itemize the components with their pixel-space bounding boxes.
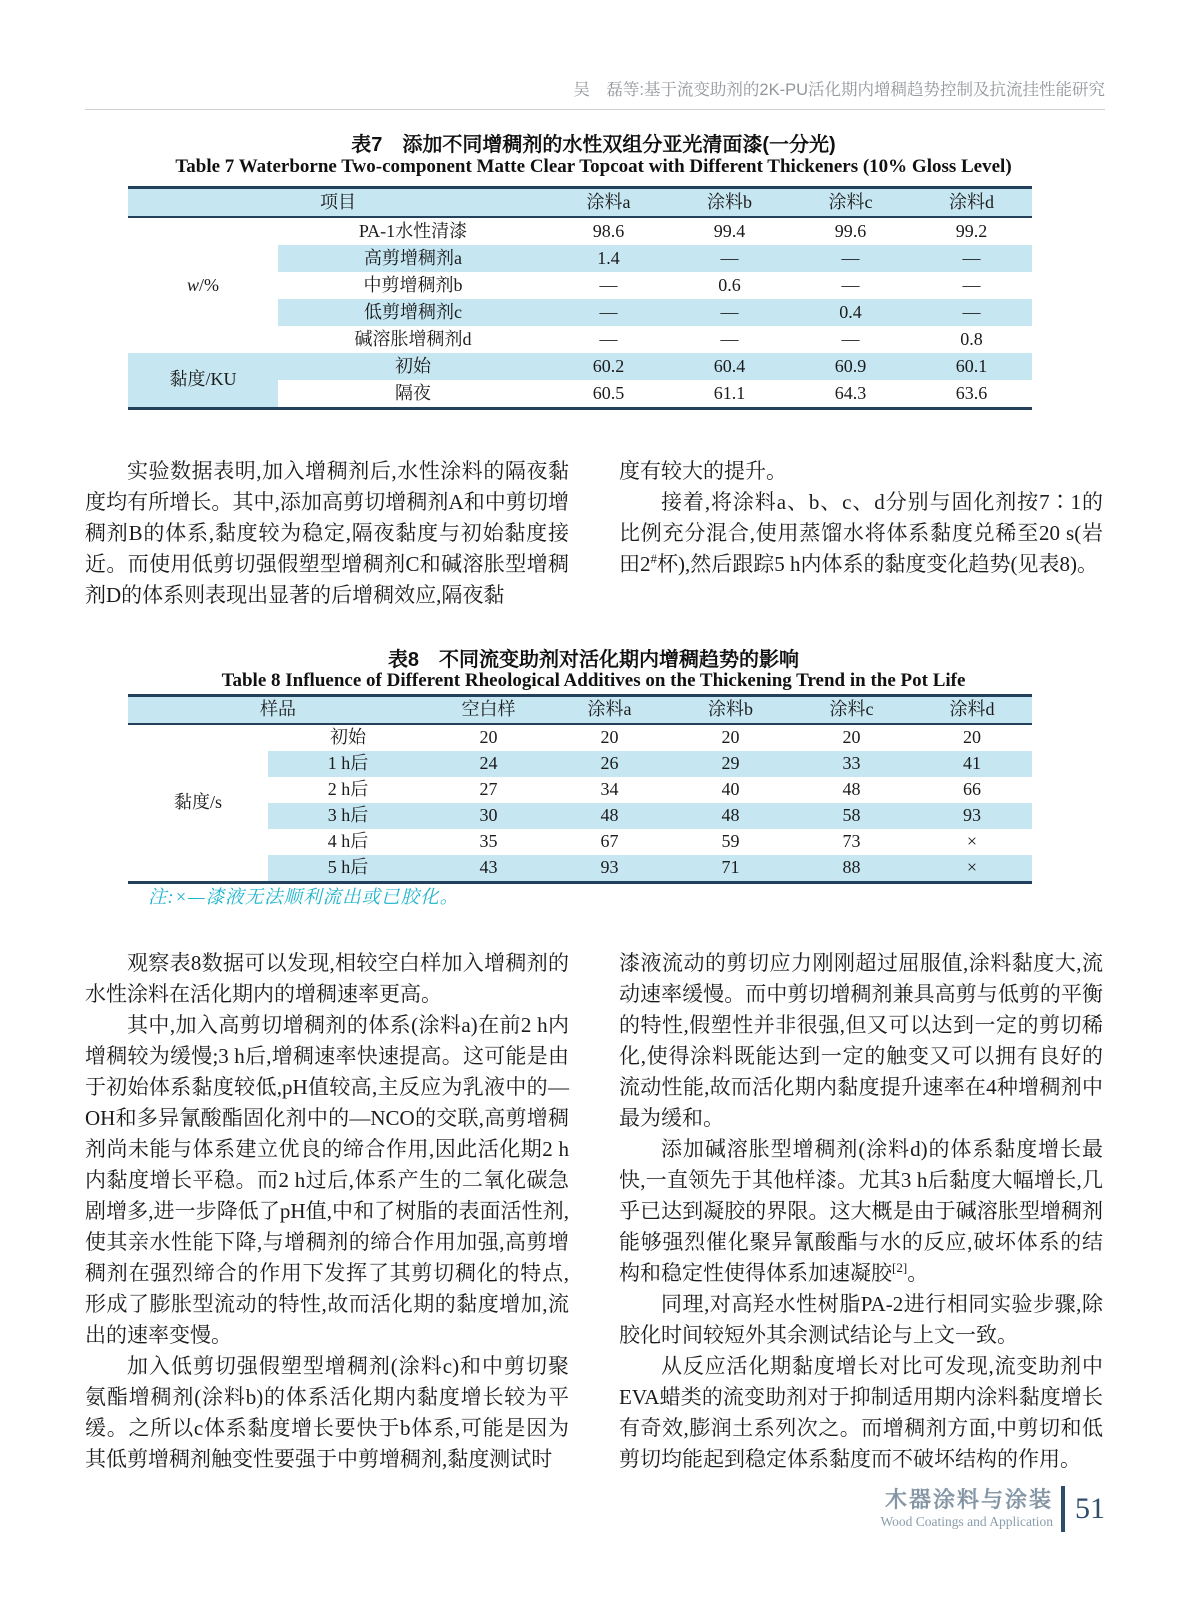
footer-divider-bar: [1061, 1486, 1065, 1532]
cell: —: [911, 299, 1032, 326]
body-column-left-1: [85, 456, 569, 611]
cell: 20: [479, 727, 498, 748]
col-header: 项目: [128, 188, 548, 218]
paragraph: 从反应活化期黏度增长对比可发现,流变助剂中EVA蜡类的流变助剂对于抑制适用期内涂料黏度增长有奇效,膨润土系列次之。而增稠剂方面,中剪切和低剪切均能起到稳定体系黏度而不破坏结构的作用。: [619, 1354, 1103, 1471]
cell: 40: [721, 779, 740, 800]
cell: 93: [912, 803, 1032, 829]
body-column-right-2: [619, 948, 1103, 1475]
cell: 1 h后: [268, 751, 428, 777]
cell: 71: [670, 855, 791, 883]
body-column-right-1: [619, 456, 1103, 580]
cell: —: [911, 245, 1032, 272]
table8-header-row: [128, 696, 1032, 725]
cell: 0.8: [960, 328, 983, 349]
table-row: [128, 353, 1032, 380]
table7-header-row: [128, 188, 1032, 218]
cell: 58: [791, 803, 912, 829]
cell: 99.2: [955, 220, 988, 241]
cell: 24: [428, 751, 549, 777]
col-header: 涂料c: [790, 188, 911, 218]
cell: 隔夜: [395, 382, 431, 403]
cell: 0.6: [718, 274, 741, 295]
page-footer: [880, 1486, 1105, 1532]
table7-caption-en: Table 7 Waterborne Two-component Matte Clear Topcoat with Different Thickeners (10% Gloss Level): [175, 156, 1012, 177]
col-header: 样品: [128, 696, 428, 725]
paragraph: 观察表8数据可以发现,相较空白样加入增稠剂的水性涂料在活化期内的增稠速率更高。: [85, 951, 569, 1006]
paragraph: 其中,加入高剪切增稠剂的体系(涂料a)在前2 h内增稠较为缓慢;3 h后,增稠速率快速提高。这可能是由于初始体系黏度较低,pH值较高,主反应为乳液中的—OH和多异氰酸酯固化剂中的—NCO的交联,高剪增稠剂尚未能与体系建立优良的缔合作用,因此活化期2 h内黏度增长平稳。而2 h过后,体系产生的二氧化碳急剧增多,进一步降低了pH值,中和了树脂的表面活性剂,使其亲水性能下降,与增稠剂的缔合作用加强,高剪增稠剂在强烈缔合的作用下发挥了其剪切稠化的特点,形成了膨胀型流动的特性,故而活化期的黏度增加,流出的速率变慢。: [85, 1013, 569, 1347]
cell: 60.2: [548, 353, 669, 380]
cell: 29: [670, 751, 791, 777]
paragraph: 加入低剪切强假塑型增稠剂(涂料c)和中剪切聚氨酯增稠剂(涂料b)的体系活化期内黏度增长较为平缓。之所以c体系黏度增长要快于b体系,可能是因为其低剪增稠剂触变性要强于中剪增稠剂,黏度测试时: [85, 1354, 569, 1471]
cell: 48: [842, 779, 861, 800]
paragraph: 接着,将涂料a、b、c、d分别与固化剂按7∶1的比例充分混合,使用蒸馏水将体系黏度兑稀至20 s(岩田2#杯),然后跟踪5 h内体系的黏度变化趋势(见表8)。: [619, 490, 1103, 576]
cell: 41: [912, 751, 1032, 777]
table-row: [128, 217, 1032, 245]
cell: —: [841, 328, 860, 349]
cell: 60.9: [790, 353, 911, 380]
cell: 99.4: [713, 220, 746, 241]
cell: —: [720, 328, 739, 349]
col-header: 涂料d: [911, 188, 1032, 218]
cell: 1.4: [548, 245, 669, 272]
cell: 34: [600, 779, 619, 800]
table7: [128, 186, 1032, 410]
cell: —: [599, 274, 618, 295]
cell: 43: [428, 855, 549, 883]
cell: —: [841, 274, 860, 295]
cell: 67: [600, 831, 619, 852]
cell: 60.5: [592, 382, 625, 403]
group-label-viscosity: 黏度/KU: [128, 353, 278, 409]
cell: 26: [549, 751, 670, 777]
journal-name: [880, 1488, 1053, 1529]
cell: 59: [721, 831, 740, 852]
paragraph: 漆液流动的剪切应力刚刚超过屈服值,涂料黏度大,流动速率缓慢。而中剪切增稠剂兼具高剪与低剪的平衡的特性,假塑性并非很强,但又可以达到一定的剪切稀化,使得涂料既能达到一定的触变又可以拥有良好的流动性能,故而活化期内黏度提升速率在4种增稠剂中最为缓和。: [619, 951, 1103, 1130]
body-column-left-2: [85, 948, 569, 1475]
running-head: 吴 磊等:基于流变助剂的2K-PU活化期内增稠趋势控制及抗流挂性能研究: [85, 76, 1105, 110]
cell: 88: [791, 855, 912, 883]
col-header: 涂料c: [791, 696, 912, 725]
cell: —: [962, 274, 981, 295]
journal-name-cn: 木器涂料与涂装: [884, 1487, 1053, 1513]
cell: —: [599, 328, 618, 349]
journal-name-en: Wood Coatings and Application: [880, 1513, 1053, 1529]
paragraph: 度有较大的提升。: [619, 459, 787, 483]
col-header: 涂料a: [549, 696, 670, 725]
cell: 20: [721, 727, 740, 748]
cell: —: [669, 299, 790, 326]
cell: 48: [670, 803, 791, 829]
cell: —: [548, 299, 669, 326]
cell: PA-1水性清漆: [358, 220, 468, 241]
table8: [128, 694, 1032, 884]
col-header: 涂料b: [670, 696, 791, 725]
cell: 61.1: [713, 382, 746, 403]
cell: ×: [912, 855, 1032, 883]
cell: 30: [428, 803, 549, 829]
cell: 0.4: [790, 299, 911, 326]
cell: 99.6: [834, 220, 867, 241]
col-header: 涂料b: [669, 188, 790, 218]
cell: 5 h后: [268, 855, 428, 883]
table-row: [128, 724, 1032, 751]
table8-caption-en: Table 8 Influence of Different Rheological Additives on the Thickening Trend in the Pot Life: [221, 670, 966, 691]
group-label-viscosity-s: 黏度/s: [128, 724, 268, 883]
col-header: 涂料d: [912, 696, 1032, 725]
cell: 初始: [278, 353, 548, 380]
group-label-w: w/%: [128, 217, 278, 353]
page-number: 51: [1075, 1492, 1105, 1525]
paragraph: 实验数据表明,加入增稠剂后,水性涂料的隔夜黏度均有所增长。其中,添加高剪切增稠剂A和中剪切增稠剂B的体系,黏度较为稳定,隔夜黏度与初始黏度接近。而使用低剪切强假塑型增稠剂C和碱溶胀型增稠剂D的体系则表现出显著的后增稠效应,隔夜黏: [85, 459, 569, 607]
cell: 20: [600, 727, 619, 748]
cell: 64.3: [834, 382, 867, 403]
cell: 66: [963, 779, 981, 800]
cell: 初始: [330, 727, 366, 748]
paragraph: 同理,对高羟水性树脂PA-2进行相同实验步骤,除胶化时间较短外其余测试结论与上文一致。: [619, 1292, 1103, 1347]
cell: 4 h后: [327, 831, 369, 852]
cell: 93: [549, 855, 670, 883]
table8-caption-cn: 表8 不同流变助剂对活化期内增稠趋势的影响: [387, 649, 800, 671]
cell: —: [790, 245, 911, 272]
table8-note: 注:×—漆液无法顺利流出或已胶化。: [148, 888, 460, 908]
paragraph: 添加碱溶胀型增稠剂(涂料d)的体系黏度增长最快,一直领先于其他样漆。尤其3 h后黏度大幅增长,几乎已达到凝胶的界限。这大概是由于碱溶胀型增稠剂能够强烈催化聚异氰酸酯与水的反应,破坏体系的结构和稳定性使得体系加速凝胶[2]。: [619, 1137, 1103, 1285]
cell: 3 h后: [268, 803, 428, 829]
cell: 33: [791, 751, 912, 777]
cell: 60.1: [911, 353, 1032, 380]
cell: 20: [963, 727, 981, 748]
col-header: 涂料a: [548, 188, 669, 218]
cell: 27: [479, 779, 498, 800]
cell: 2 h后: [327, 779, 369, 800]
cell: ×: [966, 831, 978, 852]
table7-caption-cn: 表7 添加不同增稠剂的水性双组分亚光清面漆(一分光): [351, 134, 836, 156]
cell: 高剪增稠剂a: [278, 245, 548, 272]
cell: 35: [479, 831, 498, 852]
cell: 63.6: [955, 382, 988, 403]
cell: 20: [842, 727, 861, 748]
cell: 48: [549, 803, 670, 829]
cell: 低剪增稠剂c: [278, 299, 548, 326]
cell: —: [669, 245, 790, 272]
cell: 碱溶胀增稠剂d: [354, 328, 472, 349]
cell: 73: [842, 831, 861, 852]
col-header: 空白样: [428, 696, 549, 725]
cell: 98.6: [592, 220, 625, 241]
cell: 60.4: [669, 353, 790, 380]
cell: 中剪增稠剂b: [363, 274, 463, 295]
